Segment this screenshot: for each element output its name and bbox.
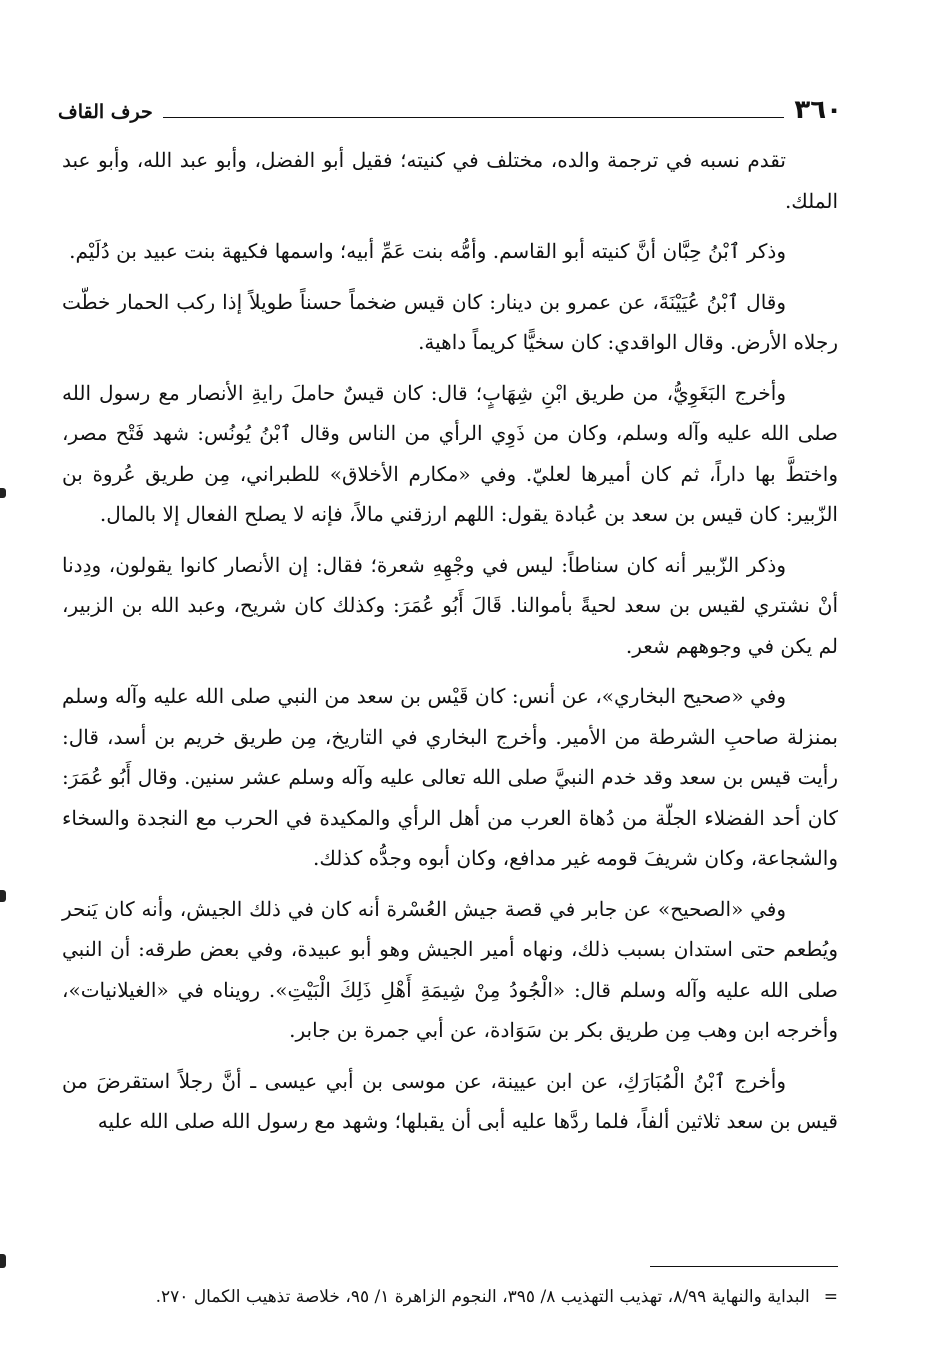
footnote-marker: = (823, 1287, 838, 1307)
paragraph-2: وذكر ٱبْنُ حِبَّان أنَّ كنيته أبو القاسم. وأمُّه بنت عَمِّ أبيه؛ واسمها فكيهة بنت عبيد بن دُلَيْم. (69, 239, 786, 263)
footnote-text: البداية والنهاية ٨/٩٩، تهذيب التهذيب ٨/ ٣٩٥، النجوم الزاهرة ١/ ٩٥، خلاصة تذهيب الكمال ٢٧٠. (155, 1287, 810, 1307)
scan-edge-mark (0, 890, 6, 902)
paragraph-5: وذكر الزّبير أنه كان سناطاً: ليس في وجْهِهِ شعرة؛ فقال: إن الأنصار كانوا يقولون، ودِدنا أنْ نشتري لقيس بن سعد لحيةً بأموالنا. قَالَ أَبُو عُمَرَ: وكذلك كان شريح، وعبد الله بن الزبير، لم يكن في وجوههم شعر. (62, 552, 838, 658)
paragraph-3: وقال ٱبْنُ عُيَيْنَةَ، عن عمرو بن دينار: كان قيس ضخماً حسناً طويلاً إذا ركب الحمار خطّت رجلاه الأرض. وقال الواقدي: كان سخيًّا كريماً داهية. (62, 289, 838, 354)
paragraph-4: وأخرج البَغَوِيُّ، من طريق ابْنِ شِهَابٍ؛ قال: كان قيسٌ حاملَ رايةِ الأنصار مع رسول الله صلى الله عليه وآله وسلم، وكان من ذَوِي الرأي من الناس وقال ٱبْنُ يُونُس: شهد فَتْح مصر، واختطَّ بها داراً، ثم كان أميرها لعليّ. وفي «مكارم الأخلاق» للطبراني، مِن طريق عُروة بن الزّبير: كان قيس بن سعد بن عُبادة يقول: اللهم ارزقني مالاً، فإنه لا يصلح الفعال إلا بالمال. (62, 380, 838, 526)
paragraph-8: وأخرج ٱبْنُ الْمُبَارَكِ، عن ابن عيينة، عن موسى بن أبي عيسى ـ أنَّ رجلاً استقرضَ من قيس بن سعد ثلاثين ألفاً، فلما ردَّها عليه أبى أن يقبلها؛ وشهد مع رسول الله صلى الله عليه (62, 1068, 838, 1133)
header-rule (163, 117, 785, 118)
paragraph-7: وفي «الصحيح» عن جابر في قصة جيش العُسْرة أنه كان في ذلك الجيش، وأنه كان يَنحر ويُطعم حتى استدان بسبب ذلك، ونهاه أمير الجيش وهو أبو عبيدة، وفي بعض طرقه: أن النبي صلى الله عليه وآله وسلم قال: «الْجُودُ مِنْ شِيمَةِ أَهْلِ ذَلِكَ الْبَيْتِ». رويناه في «الغيلانيات»، وأخرجه ابن وهب مِن طريق بكر بن سَوَادة، عن أبي جمرة بن جابر. (62, 896, 838, 1042)
footnote (62, 1280, 838, 1314)
paragraph-1: تقدم نسبه في ترجمة والده، مختلف في كنيته؛ فقيل أبو الفضل، وأبو عبد الله، وأبو عبد الملك. (62, 148, 838, 213)
page-number: ٣٦٠ (794, 95, 842, 125)
page-header (58, 84, 842, 124)
scan-edge-mark (0, 1254, 6, 1268)
footnote-separator (650, 1266, 838, 1267)
scan-edge-mark (0, 488, 6, 498)
paragraph-6: وفي «صحيح البخاري»، عن أنس: كان قَيْس بن سعد من النبي صلى الله عليه وآله وسلم بمنزلة صاحبِ الشرطة من الأمير. وأخرج البخاري في التاريخ، مِن طريق خريم بن أسد، قال: رأيت قيس بن سعد وقد خدم النبيَّ صلى الله تعالى عليه وآله وسلم عشر سنين. وقال أَبُو عُمَرَ: كان أحد الفضلاء الجلّة من دُهاة العرب من أهل الرأي والمكيدة في الحرب مع النجدة والسخاء والشجاعة، وكان شريفَ قومه غير مدافع، وكان أبوه وجدُّه كذلك. (62, 684, 838, 870)
main-text (62, 140, 838, 1152)
running-title: حرف القاف (58, 101, 153, 123)
